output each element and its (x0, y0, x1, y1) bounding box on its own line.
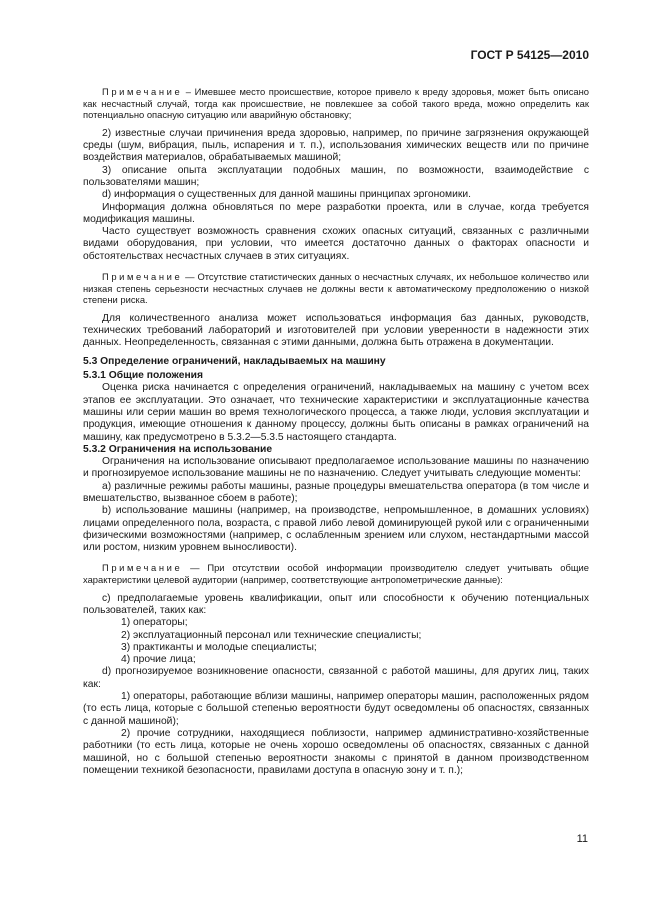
paragraph: b) использование машины (например, на производстве, непромышленное, в домашних условиях) лицами определенного пола, возраста, с правой либо левой доминирующей рукой или с ограниченными физическими возможностями (например, с ослабленным зрением или слухом, нестандартными массой или ростом, низким уровнем выносливости). (83, 505, 589, 554)
note-2 (83, 271, 589, 306)
paragraph: d) информация о существенных для данной машины принципах эргономики. (102, 189, 471, 201)
section-heading: 5.3 Определение ограничений, накладываемых на машину (83, 355, 386, 367)
note-1 (83, 86, 589, 121)
note-3 (83, 562, 589, 585)
paragraph: Часто существует возможность сравнения схожих опасных ситуаций, связанных с различными видами оборудования, при условии, что имеется достаточно данных о факторах опасности и обстоятельствах несчастных случаев в этих ситуациях. (83, 226, 589, 262)
note-dash: — (182, 271, 198, 283)
paragraph: c) предполагаемые уровень квалификации, опыт или способности к обучению потенциальных пользователей, таких как: (83, 592, 589, 616)
note-label: Примечание (102, 86, 183, 97)
paragraph: Оценка риска начинается с определения ограничений, накладываемых на машину с учетом всех этапов ее эксплуатации. Это означает, что технические характеристики и эксплуатационные качества машины или серии машин во время технологического процесса, а также люди, условия эксплуатации и продукция, имеющие отношения к данному процессу, должны быть описаны в рамках ограничений на машину, как предусмотрено в 5.3.2—5.3.5 настоящего стандарта. (83, 382, 589, 443)
note-label: Примечание (102, 562, 183, 574)
paragraph: 3) описание опыта эксплуатации подобных машин, по возможности, взаимодействие с пользователями машин; (83, 164, 589, 188)
list-item: 1) операторы; (121, 617, 188, 629)
note-dash: — (182, 562, 208, 574)
page-number: 11 (576, 833, 588, 845)
paragraph: a) различные режимы работы машины, разные процедуры вмешательства оператора (в том числе и вмешательство, вызванное сбоем в работе); (83, 480, 589, 504)
list-item: 3) практиканты и молодые специалисты; (121, 641, 317, 653)
paragraph: d) прогнозируемое возникновение опасности, связанной с работой машины, для других лиц, таких как: (83, 666, 589, 690)
document-code: ГОСТ Р 54125—2010 (470, 48, 589, 62)
subsection-heading: 5.3.2 Ограничения на использование (83, 443, 273, 455)
list-item: 2) прочие сотрудники, находящиеся поблизости, например административно-хозяйственные работники (то есть лица, которые не очень хорошо осведомлены об опасностях, связанных с данной машиной, но с большой степенью вероятности знакомы с принятой в данном производственном помещении техникой безопасности, правилами доступа в опасную зону и т. п.); (83, 727, 589, 776)
list-item: 4) прочие лица; (121, 654, 196, 666)
note-label: Примечание (102, 271, 183, 283)
note-text: Отсутствие статистических данных о несчастных случаях, их небольшое количество или низкая степень серьезности несчастных случаев не должны вести к автоматическому предположению о низкой степени риска. (83, 271, 589, 306)
paragraph: Информация должна обновляться по мере разработки проекта, или в случае, когда требуется модификация машины. (83, 201, 589, 225)
paragraph: 2) известные случаи причинения вреда здоровью, например, по причине загрязнения окружающей среды (шум, вибрация, пыль, испарения и т. п.), использования химических веществ или по причине воздействия материалов, обрабатываемых машиной; (83, 127, 589, 164)
subsection-heading: 5.3.1 Общие положения (83, 370, 203, 382)
list-item: 1) операторы, работающие вблизи машины, например операторы машин, расположенных рядом (то есть лица, которые с большой степенью вероятности будут осведомлены об опасностях, связанных с данной машиной); (83, 691, 589, 727)
paragraph: Для количественного анализа может использоваться информация баз данных, руководств, технических требований лабораторий и изготовителей при условии уверенности в надежности этих данных. Неопределенность, связанная с этими данными, должна быть отражена в документации. (83, 312, 589, 349)
paragraph: Ограничения на использование описывают предполагаемое использование машины по назначению и прогнозируемое использование машины не по назначению. Следует учитывать следующие моменты: (83, 456, 589, 480)
note-dash: – (182, 86, 195, 97)
note-text: При отсутствии особой информации производителю следует учитывать общие характеристики целевой аудитории (например, соответствующие антропометрические данные): (83, 562, 589, 586)
page-body (83, 78, 589, 777)
list-item: 2) эксплуатационный персонал или технические специалисты; (121, 629, 422, 641)
note-text: Имевшее место происшествие, которое привело к вреду здоровья, может быть описано как несчастный случай, тогда как происшествие, не повлекшее за собой такого вреда, можно определить как потенциально опасную ситуацию или аварийную обстановку; (83, 86, 589, 121)
